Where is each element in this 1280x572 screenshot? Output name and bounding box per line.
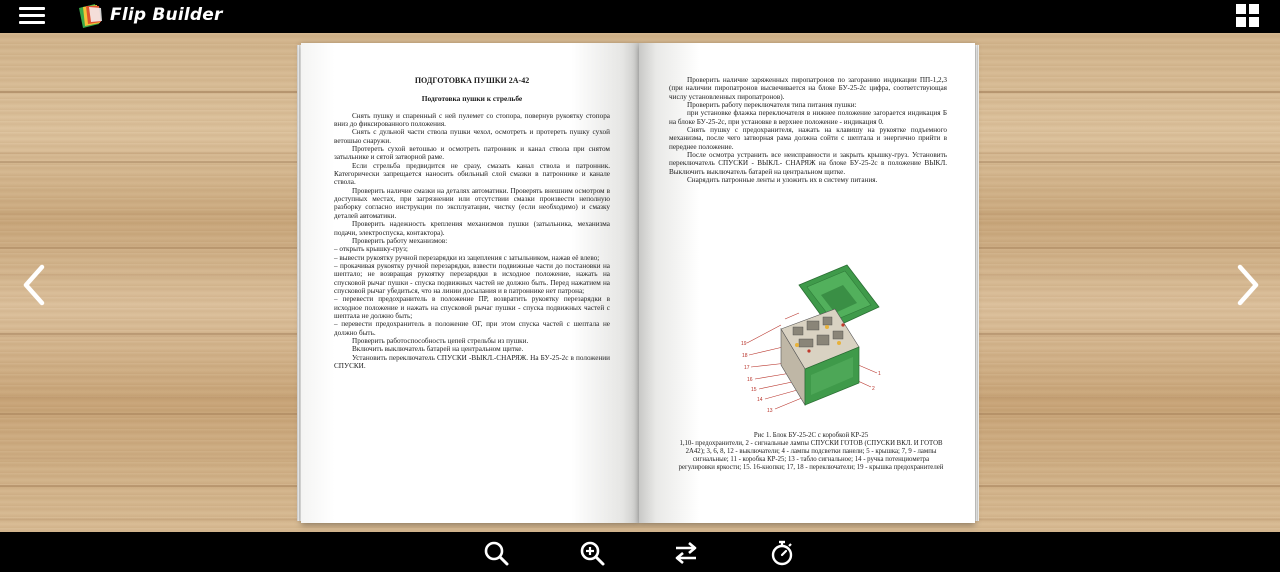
top-toolbar bbox=[0, 0, 1280, 33]
svg-text:19: 19 bbox=[741, 341, 747, 347]
paragraph: Снять пушку с предохранителя, нажать на клавишу на рукоятке подъемного механизма, после чего затворная рама должна сойти с шептала и энергично прийти в переднее положение. bbox=[669, 126, 947, 151]
svg-text:18: 18 bbox=[742, 353, 748, 359]
swap-arrows-icon[interactable] bbox=[672, 539, 700, 567]
paragraph: Проверить работоспособность цепей стрельбы из пушки. bbox=[352, 336, 529, 345]
flip-builder-logo-icon bbox=[77, 2, 105, 30]
device-illustration bbox=[739, 255, 889, 423]
timer-icon[interactable] bbox=[768, 539, 796, 567]
svg-text:16: 16 bbox=[747, 377, 753, 383]
list-item: – перевести предохранитель в положение ПР, возвратить рукоятку перезарядки в исходное положение и нажать на спусковой рычаг пушки - спуска подвижных частей с шептала не должно быть; bbox=[334, 295, 610, 320]
list-item: – прокачивая рукоятку ручной перезарядки, взвести подвижные части до постановки на шептало; не возвращая рукоятку перезарядки в исходное положение, нажать на спусковой рычаг пушки - спуска подвижных частей не должно быть. Перед нажатием на спусковой рычаг убедиться, что на линии досылания и в патроннике нет патрона; bbox=[334, 261, 610, 295]
svg-text:14: 14 bbox=[757, 397, 763, 403]
list-item: – вывести рукоятку ручной перезарядки из зацепления с затыльником, нажав её влево; bbox=[334, 253, 600, 262]
paragraph: Проверить надежность крепления механизмов пушки (затыльника, механизма подачи, электроспуска, контактора). bbox=[334, 220, 610, 237]
left-page[interactable] bbox=[301, 43, 639, 523]
list-item: – перевести предохранитель в положение ОГ, при этом спуска частей с шептала не должно быть. bbox=[334, 320, 610, 337]
list-item: – открыть крышку-груз; bbox=[334, 245, 408, 254]
grid-thumbnails-icon[interactable] bbox=[1236, 4, 1260, 28]
paragraph: Проверить наличие смазки на деталях автоматики. Проверять внешним осмотром в доступных местах, при загрязнении или отсутствии смазки произвести неполную разборку согласно инструкции по эксплуатации, чистку (если необходимо) и смазку деталей автоматики. bbox=[334, 186, 610, 220]
svg-text:2: 2 bbox=[872, 386, 875, 392]
page-title: ПОДГОТОВКА ПУШКИ 2А-42 bbox=[414, 76, 530, 85]
svg-text:15: 15 bbox=[751, 387, 757, 393]
chevron-right-icon[interactable] bbox=[1232, 263, 1262, 307]
paragraph: Включить выключатель батарей на центральном щитке. bbox=[352, 345, 524, 354]
flipbook bbox=[297, 43, 991, 523]
svg-text:17: 17 bbox=[744, 365, 750, 371]
chevron-left-icon[interactable] bbox=[20, 263, 50, 307]
paragraph: Снять пушку и спаренный с ней пулемет со стопора, повернув рукоятку стопора вниз до фиксированного положения. bbox=[334, 111, 610, 129]
figure-caption: Рис 1. Блок БУ-25-2С с коробкой КР-25 bbox=[753, 432, 869, 439]
paragraph: Снять с дульной части ствола пушки чехол, осмотреть и протереть пушку сухой ветошью снаружи. bbox=[334, 128, 610, 145]
paragraph: Установить переключатель СПУСКИ -ВЫКЛ.-СНАРЯЖ. На БУ-25-2с в положении СПУСКИ. bbox=[334, 353, 610, 370]
page-edge-right bbox=[975, 45, 979, 521]
svg-text:13: 13 bbox=[767, 408, 773, 414]
book-stage bbox=[0, 33, 1280, 532]
svg-text:1: 1 bbox=[878, 371, 881, 377]
right-page[interactable] bbox=[639, 43, 975, 523]
zoom-in-icon[interactable] bbox=[578, 539, 606, 567]
figure-legend: 1,10- предохранители, 2 - сигнальные лампы СПУСКИ ГОТОВ (СПУСКИ ВКЛ. И ГОТОВ 2А42); 3, 6, 8, 12 - выключатели; 4 - лампы подсветки панели; 5 - крышка; 7, 9 - лампы сигнальные; 11 - коробка КР-25; 13 - табло сигнальное; 14 - ручка потенциометра регулировки яркости; 15. 16-кнопки; 17, 18 - переключатели; 19 - крышка предохранителей bbox=[678, 440, 944, 471]
paragraph: Проверить работу переключателя типа питания пушки: bbox=[687, 101, 857, 110]
brand-title: Flip Builder bbox=[110, 5, 223, 25]
section-subtitle: Подготовка пушки к стрельбе bbox=[421, 94, 523, 104]
paragraph: После осмотра устранить все неисправности и закрыть крышку-груз. Установить переключатель СПУСКИ - ВЫКЛ.- СНАРЯЖ на блоке БУ-25-2с в положение ВЫКЛ. Выключить выключатель батарей на центральном щитке. bbox=[669, 151, 947, 176]
bottom-toolbar bbox=[0, 532, 1280, 572]
hamburger-menu-icon[interactable] bbox=[19, 5, 47, 27]
paragraph: Если стрельба предвидится не сразу, смазать канал ствола и патронник. Категорически запрещается наносить обильный слой смазки в патроннике и канале ствола. bbox=[334, 161, 610, 187]
paragraph: при установке флажка переключателя в нижнее положение загорается индикация Б на блоке БУ-25-2с, при установке в верхнее положение - индикация 0. bbox=[669, 109, 947, 126]
paragraph: Протереть сухой ветошью и осмотреть патронник и канал ствола при снятом затыльнике и сятой затворной раме. bbox=[334, 145, 610, 162]
paragraph: Снарядить патронные ленты и уложить их в систему питания. bbox=[687, 176, 878, 185]
paragraph: Проверить наличие заряженных пиропатронов по загоранию индикации ПП-1,2,3 (при наличии пиропатронов высвечивается на блоке БУ-25-2с цифра, соответствующая числу установленных пиропатронов). bbox=[669, 76, 947, 101]
paragraph: Проверить работу механизмов: bbox=[352, 236, 448, 245]
search-icon[interactable] bbox=[482, 539, 510, 567]
